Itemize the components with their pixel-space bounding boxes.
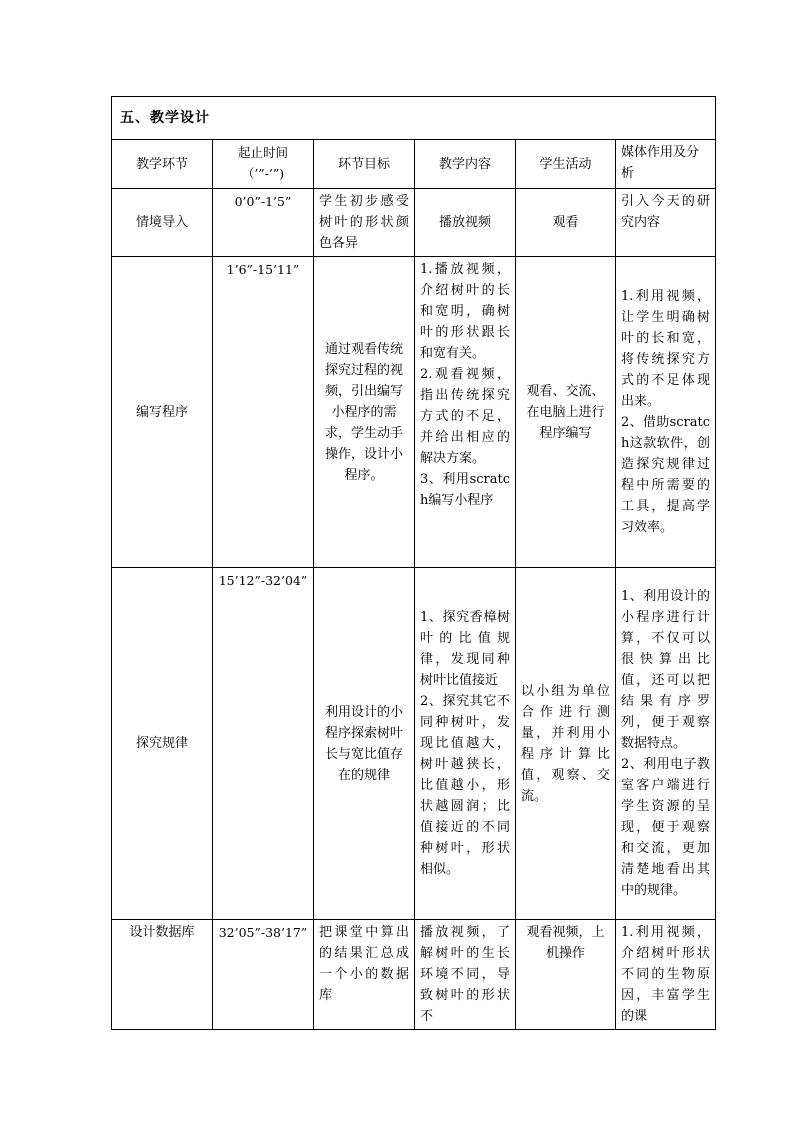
table-row (112, 189, 716, 257)
cell-time: 0’0”-1’5” (213, 189, 314, 257)
cell-stage: 设计数据库 (112, 920, 213, 1030)
header-media: 媒体作用及分析 (616, 140, 716, 189)
cell-time: 32’05”-38’17” (213, 920, 314, 1030)
cell-goal: 利用设计的小程序探索树叶长与宽比值存在的规律 (314, 568, 415, 920)
header-row (112, 140, 716, 189)
cell-media: 1.利用视频，介绍树叶形状不同的生物原因，丰富学生的课 (616, 920, 716, 1030)
header-activity: 学生活动 (516, 140, 616, 189)
cell-time: 15’12”-32’04” (213, 568, 314, 920)
cell-content: 播放视频 (415, 189, 516, 257)
cell-stage: 编写程序 (112, 257, 213, 568)
cell-stage: 探究规律 (112, 568, 213, 920)
header-goal: 环节目标 (314, 140, 415, 189)
header-content: 教学内容 (415, 140, 516, 189)
cell-goal: 通过观看传统探究过程的视频，引出编写小程序的需求，学生动手操作，设计小程序。 (314, 257, 415, 568)
table-row (112, 568, 716, 920)
cell-stage: 情境导入 (112, 189, 213, 257)
cell-goal: 把课堂中算出的结果汇总成一个小的数据库 (314, 920, 415, 1030)
teaching-design-table (111, 96, 716, 1030)
cell-media: 引入今天的研究内容 (616, 189, 716, 257)
section-title: 五、教学设计 (112, 97, 716, 140)
cell-activity: 观看视频，上机操作 (516, 920, 616, 1030)
header-stage: 教学环节 (112, 140, 213, 189)
cell-activity: 观看 (516, 189, 616, 257)
cell-activity: 观看、交流、在电脑上进行程序编写 (516, 257, 616, 568)
cell-content: 播放视频，了解树叶的生长环境不同，导致树叶的形状不 (415, 920, 516, 1030)
cell-media: 1、利用设计的小程序进行计算，不仅可以很快算出比值，还可以把结果有序罗列，便于观察数据特点。 2、利用电子教室客户端进行学生资源的呈现，便于观察和交流，更加清楚地看出其中的规律。 (616, 568, 716, 920)
cell-time: 1’6”-15’11” (213, 257, 314, 568)
cell-content: 1.播放视频，介绍树叶的长和宽明，确树叶的形状跟长和宽有关。 2.观看视频，指出传统探究方式的不足，并给出相应的解决方案。 3、利用scratch编写小程序 (415, 257, 516, 568)
cell-media: 1.利用视频，让学生明确树叶的长和宽，将传统探究方式的不足体现出来。 2、借助scratch这款软件，创造探究规律过程中所需要的工具，提高学习效率。 (616, 257, 716, 568)
cell-goal: 学生初步感受树叶的形状颜色各异 (314, 189, 415, 257)
header-time: 起止时间（’”-’”) (213, 140, 314, 189)
cell-content: 1、探究香樟树叶的比值规律，发现同种树叶比值接近 2、探究其它不同种树叶，发现比值越大，树叶越狭长，比值越小，形状越圆润；比值接近的不同种树叶，形状相似。 (415, 568, 516, 920)
cell-activity: 以小组为单位合作进行测量，并利用小程序计算比值，观察、交流。 (516, 568, 616, 920)
table-row (112, 257, 716, 568)
table-row (112, 920, 716, 1030)
section-title-row (112, 97, 716, 140)
